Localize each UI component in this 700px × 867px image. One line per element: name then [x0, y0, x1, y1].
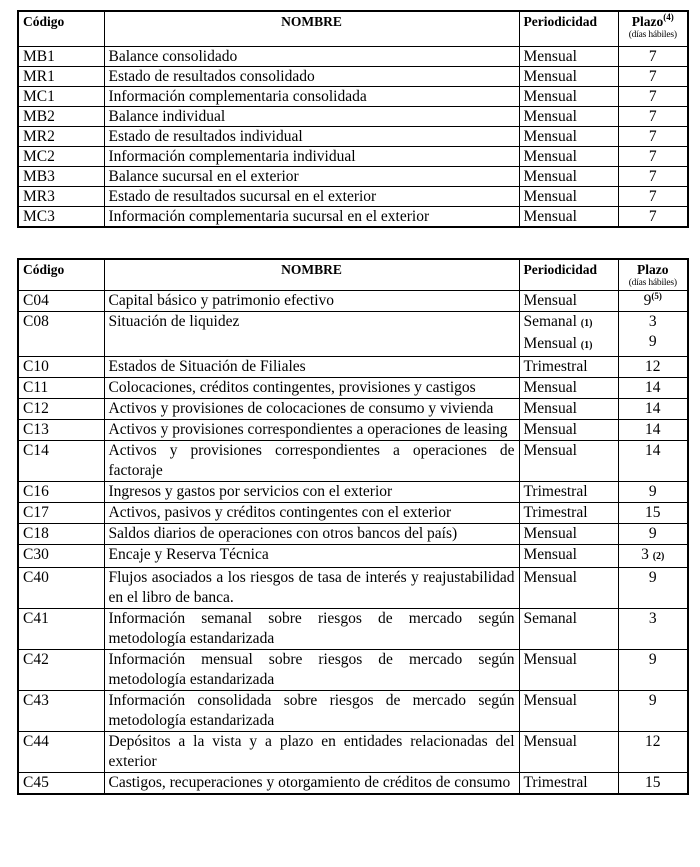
cell-periodicity: Mensual: [519, 440, 618, 481]
table-row: [18, 690, 688, 731]
cell-code: C40: [18, 567, 104, 608]
cell-term: 7: [618, 46, 688, 66]
monthly-reports-table: [17, 10, 689, 228]
table-row: [18, 398, 688, 419]
cell-name: Información semanal sobre riesgos de mercado según metodología estandarizada: [104, 608, 519, 649]
cell-name: Información complementaria consolidada: [104, 86, 519, 106]
cell-term: 7: [618, 86, 688, 106]
cell-periodicity: Semanal: [519, 608, 618, 649]
cell-term: 7: [618, 166, 688, 186]
cell-periodicity: Mensual: [519, 567, 618, 608]
cell-term: 14: [618, 440, 688, 481]
cell-name: Estado de resultados individual: [104, 126, 519, 146]
cell-term: 7: [618, 186, 688, 206]
cell-periodicity: Trimestral: [519, 772, 618, 794]
footnote-marker: (4): [663, 12, 674, 22]
cell-code: C16: [18, 481, 104, 502]
cell-name: Estado de resultados sucursal en el exterior: [104, 186, 519, 206]
cell-term: 12: [618, 356, 688, 377]
header-term-subtitle: (días hábiles): [628, 30, 677, 40]
cell-name: Depósitos a la vista y a plazo en entidades relacionadas del exterior: [104, 731, 519, 772]
cell-code: C17: [18, 502, 104, 523]
cell-name: Estado de resultados consolidado: [104, 66, 519, 86]
cell-name: Activos y provisiones de colocaciones de consumo y vivienda: [104, 398, 519, 419]
cell-code: MB3: [18, 166, 104, 186]
cell-term: 7: [618, 66, 688, 86]
header-name: NOMBRE: [104, 11, 519, 46]
cell-periodicity: Trimestral: [519, 356, 618, 377]
term-value: 3: [641, 545, 649, 563]
cell-periodicity: Trimestral: [519, 481, 618, 502]
cell-periodicity: Trimestral: [519, 502, 618, 523]
periodicity-value: Semanal: [523, 312, 577, 330]
cell-name: Información consolidada sobre riesgos de mercado según metodología estandarizada: [104, 690, 519, 731]
cell-name: Balance individual: [104, 106, 519, 126]
cell-periodicity: Mensual: [519, 106, 618, 126]
cell-code: MC3: [18, 206, 104, 227]
table-header-row: [18, 11, 688, 46]
cell-periodicity: [519, 311, 618, 356]
table-row: [18, 106, 688, 126]
table-row: [18, 419, 688, 440]
cell-name: Saldos diarios de operaciones con otros bancos del país): [104, 523, 519, 544]
periodicity-value: Mensual: [523, 334, 577, 352]
cell-term: 12: [618, 731, 688, 772]
cell-code: C43: [18, 690, 104, 731]
cell-code: C41: [18, 608, 104, 649]
cell-code: C11: [18, 377, 104, 398]
cell-code: C13: [18, 419, 104, 440]
cell-name: Información complementaria sucursal en el exterior: [104, 206, 519, 227]
cell-code: C45: [18, 772, 104, 794]
cell-periodicity: Mensual: [519, 86, 618, 106]
table-row: [18, 377, 688, 398]
header-term-label: Plazo: [637, 262, 669, 277]
term-value: 3: [648, 312, 657, 330]
cell-periodicity: Mensual: [519, 398, 618, 419]
table-row: [18, 66, 688, 86]
cell-code: MR1: [18, 66, 104, 86]
periodicity-line: [524, 334, 614, 356]
table-row: [18, 86, 688, 106]
header-term: [618, 11, 688, 46]
header-code: Código: [18, 259, 104, 290]
cell-name: Flujos asociados a los riesgos de tasa de interés y reajustabilidad en el libro de banca.: [104, 567, 519, 608]
cell-name: Capital básico y patrimonio efectivo: [104, 290, 519, 311]
table-row: [18, 206, 688, 227]
cell-code: C14: [18, 440, 104, 481]
cell-periodicity: Mensual: [519, 186, 618, 206]
footnote-marker: (1): [580, 339, 593, 351]
cell-code: C04: [18, 290, 104, 311]
cell-code: C12: [18, 398, 104, 419]
table-row: [18, 772, 688, 794]
header-term-label: Plazo: [631, 14, 664, 29]
cell-periodicity: Mensual: [519, 523, 618, 544]
cell-periodicity: Mensual: [519, 126, 618, 146]
cell-periodicity: Mensual: [519, 66, 618, 86]
table-row: [18, 608, 688, 649]
cell-periodicity: Mensual: [519, 731, 618, 772]
cell-code: MR2: [18, 126, 104, 146]
cell-periodicity: Mensual: [519, 377, 618, 398]
cell-name: Ingresos y gastos por servicios con el exterior: [104, 481, 519, 502]
cell-code: C44: [18, 731, 104, 772]
cell-term: 15: [618, 502, 688, 523]
cell-name: Información complementaria individual: [104, 146, 519, 166]
cell-code: MB2: [18, 106, 104, 126]
cell-periodicity: Mensual: [519, 146, 618, 166]
header-periodicity: Periodicidad: [519, 11, 618, 46]
table-row: [18, 544, 688, 567]
cell-code: C42: [18, 649, 104, 690]
footnote-marker: (2): [652, 550, 665, 562]
table-row: [18, 356, 688, 377]
cell-name: Encaje y Reserva Técnica: [104, 544, 519, 567]
table-row: [18, 523, 688, 544]
header-name: NOMBRE: [104, 259, 519, 290]
header-term-title: [623, 12, 684, 30]
cell-term: 3: [618, 608, 688, 649]
table-header-row: [18, 259, 688, 290]
cell-term: 14: [618, 398, 688, 419]
cell-code: MC1: [18, 86, 104, 106]
cell-code: MB1: [18, 46, 104, 66]
cell-name: Colocaciones, créditos contingentes, provisiones y castigos: [104, 377, 519, 398]
table-row: [18, 649, 688, 690]
cell-periodicity: Mensual: [519, 290, 618, 311]
cell-code: C08: [18, 311, 104, 356]
cell-term: [618, 544, 688, 567]
table-row: [18, 146, 688, 166]
cell-code: MR3: [18, 186, 104, 206]
cell-name: Balance consolidado: [104, 46, 519, 66]
cell-term: 7: [618, 106, 688, 126]
cell-periodicity: Mensual: [519, 206, 618, 227]
cell-name: Activos, pasivos y créditos contingentes con el exterior: [104, 502, 519, 523]
table-row: [18, 46, 688, 66]
header-code: Código: [18, 11, 104, 46]
table-row: [18, 731, 688, 772]
cell-name: Estados de Situación de Filiales: [104, 356, 519, 377]
term-value: 9: [648, 332, 657, 350]
cell-term: [618, 311, 688, 356]
cell-code: MC2: [18, 146, 104, 166]
cell-term: 9: [618, 690, 688, 731]
cell-term: 7: [618, 206, 688, 227]
table-row: [18, 166, 688, 186]
cell-periodicity: Mensual: [519, 419, 618, 440]
cell-term: 7: [618, 146, 688, 166]
table-row: [18, 481, 688, 502]
cell-periodicity: Mensual: [519, 46, 618, 66]
cell-name: Activos y provisiones correspondientes a operaciones de factoraje: [104, 440, 519, 481]
cell-term: 9: [618, 481, 688, 502]
cell-term: 9: [618, 649, 688, 690]
cell-periodicity: Mensual: [519, 166, 618, 186]
cell-periodicity: Mensual: [519, 649, 618, 690]
cell-periodicity: Mensual: [519, 690, 618, 731]
cell-name: Información mensual sobre riesgos de mercado según metodología estandarizada: [104, 649, 519, 690]
cell-name: Activos y provisiones correspondientes a operaciones de leasing: [104, 419, 519, 440]
cell-term: 15: [618, 772, 688, 794]
cell-name: Situación de liquidez: [104, 311, 519, 356]
cell-term: 14: [618, 377, 688, 398]
table-row: [18, 186, 688, 206]
table-row: [18, 311, 688, 356]
cell-term: 14: [618, 419, 688, 440]
footnote-marker: (1): [580, 317, 593, 329]
table-row: [18, 502, 688, 523]
regulatory-reports-table: [17, 258, 689, 795]
table-row: [18, 567, 688, 608]
cell-term: 9: [618, 567, 688, 608]
cell-term: 7: [618, 126, 688, 146]
cell-term: 9: [618, 523, 688, 544]
cell-term: [618, 290, 688, 311]
footnote-marker: (5): [651, 290, 662, 301]
header-term-subtitle: (días hábiles): [628, 278, 677, 288]
cell-name: Balance sucursal en el exterior: [104, 166, 519, 186]
cell-code: C10: [18, 356, 104, 377]
periodicity-line: [524, 312, 614, 334]
cell-periodicity: Mensual: [519, 544, 618, 567]
cell-name: Castigos, recuperaciones y otorgamiento de créditos de consumo: [104, 772, 519, 794]
header-term: [618, 259, 688, 290]
table-row: [18, 126, 688, 146]
cell-code: C18: [18, 523, 104, 544]
table-row: [18, 290, 688, 311]
table-row: [18, 440, 688, 481]
term-value: 9: [643, 291, 652, 309]
cell-code: C30: [18, 544, 104, 567]
header-periodicity: Periodicidad: [519, 259, 618, 290]
